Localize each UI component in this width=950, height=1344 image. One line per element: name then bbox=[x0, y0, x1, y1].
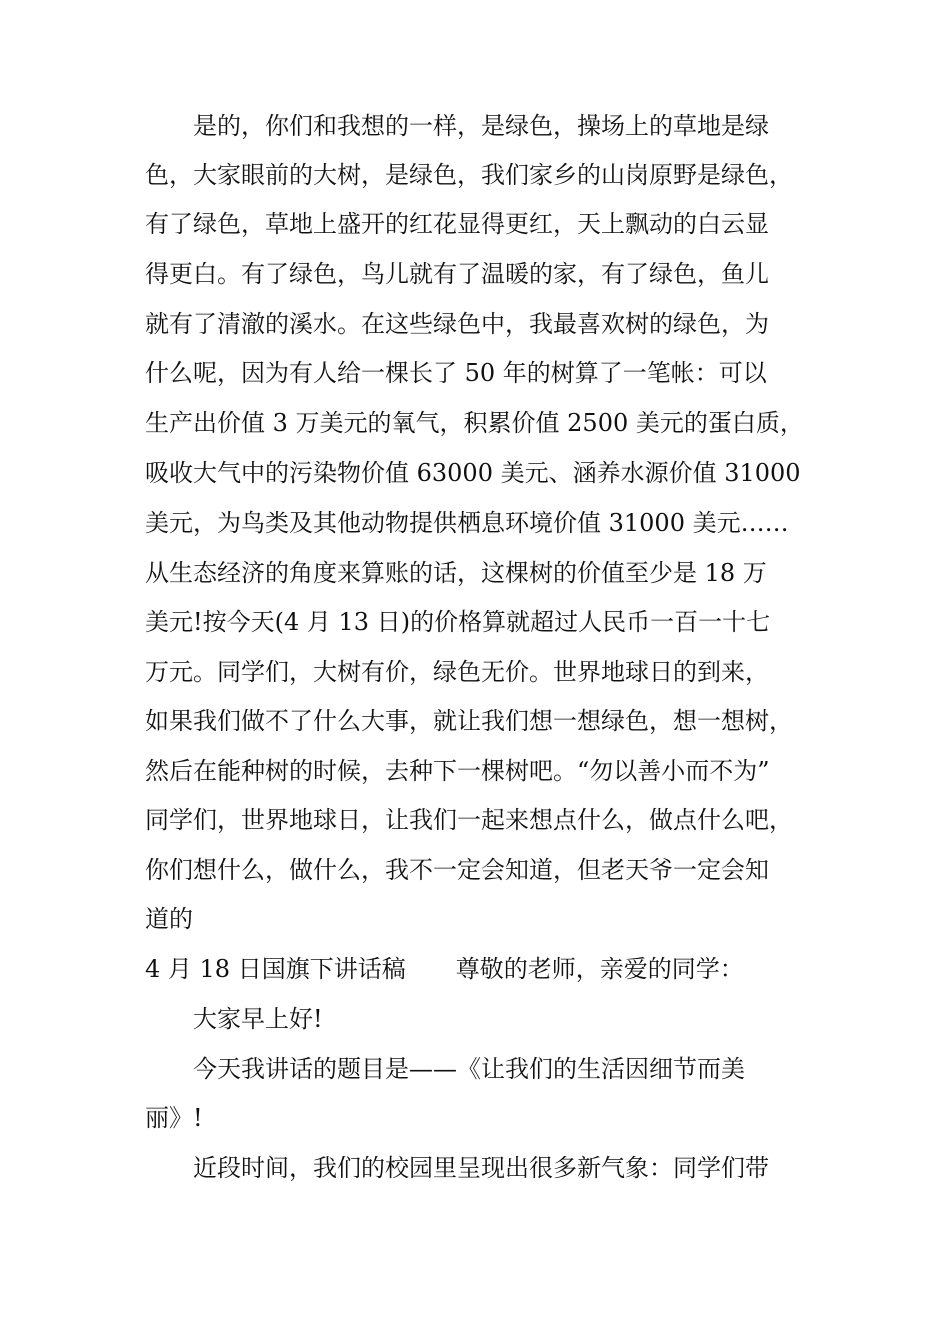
paragraph-line: 你们想什么，做什么，我不一定会知道，但老天爷一定会知 bbox=[145, 856, 769, 884]
paragraph-line: 美元!按今天(4 月 13 日)的价格算就超过人民币一百一十七 bbox=[145, 608, 771, 636]
topic-line: 丽》! bbox=[145, 1104, 203, 1132]
paragraph-line: 什么呢，因为有人给一棵长了 50 年的树算了一笔帐：可以 bbox=[145, 359, 767, 387]
paragraph-line: 道的 bbox=[145, 905, 193, 933]
paragraph-line: 万元。同学们，大树有价，绿色无价。世界地球日的到来， bbox=[145, 658, 769, 686]
paragraph-line: 得更白。有了绿色，鸟儿就有了温暖的家，有了绿色，鱼儿 bbox=[145, 260, 769, 288]
paragraph-line: 然后在能种树的时候，去种下一棵树吧。“勿以善小而不为” bbox=[145, 757, 770, 785]
paragraph-line: 同学们，世界地球日，让我们一起来想点什么，做点什么吧， bbox=[145, 806, 793, 834]
speech-title: 4 月 18 日国旗下讲话稿 bbox=[145, 955, 406, 983]
topic-line: 今天我讲话的题目是——《让我们的生活因细节而美 bbox=[193, 1055, 745, 1083]
paragraph-line: 生产出价值 3 万美元的氧气，积累价值 2500 美元的蛋白质， bbox=[145, 409, 804, 437]
paragraph-line: 是的，你们和我想的一样，是绿色，操场上的草地是绿 bbox=[193, 112, 769, 140]
paragraph-line: 从生态经济的角度来算账的话，这棵树的价值至少是 18 万 bbox=[145, 559, 767, 587]
morning-greeting: 大家早上好! bbox=[193, 1005, 323, 1033]
paragraph-line: 有了绿色，草地上盛开的红花显得更红，天上飘动的白云显 bbox=[145, 210, 769, 238]
speech-greeting: 尊敬的老师，亲爱的同学： bbox=[455, 955, 744, 983]
paragraph-line: 就有了清澈的溪水。在这些绿色中，我最喜欢树的绿色，为 bbox=[145, 310, 769, 338]
speech-heading bbox=[145, 953, 810, 985]
paragraph-line: 美元，为鸟类及其他动物提供栖息环境价值 31000 美元…… bbox=[145, 509, 789, 537]
paragraph-line: 近段时间，我们的校园里呈现出很多新气象：同学们带 bbox=[193, 1154, 769, 1182]
paragraph-line: 吸收大气中的污染物价值 63000 美元、涵养水源价值 31000 bbox=[145, 459, 801, 487]
paragraph-line: 色，大家眼前的大树，是绿色，我们家乡的山岗原野是绿色， bbox=[145, 161, 793, 189]
paragraph-line: 如果我们做不了什么大事，就让我们想一想绿色，想一想树， bbox=[145, 707, 793, 735]
